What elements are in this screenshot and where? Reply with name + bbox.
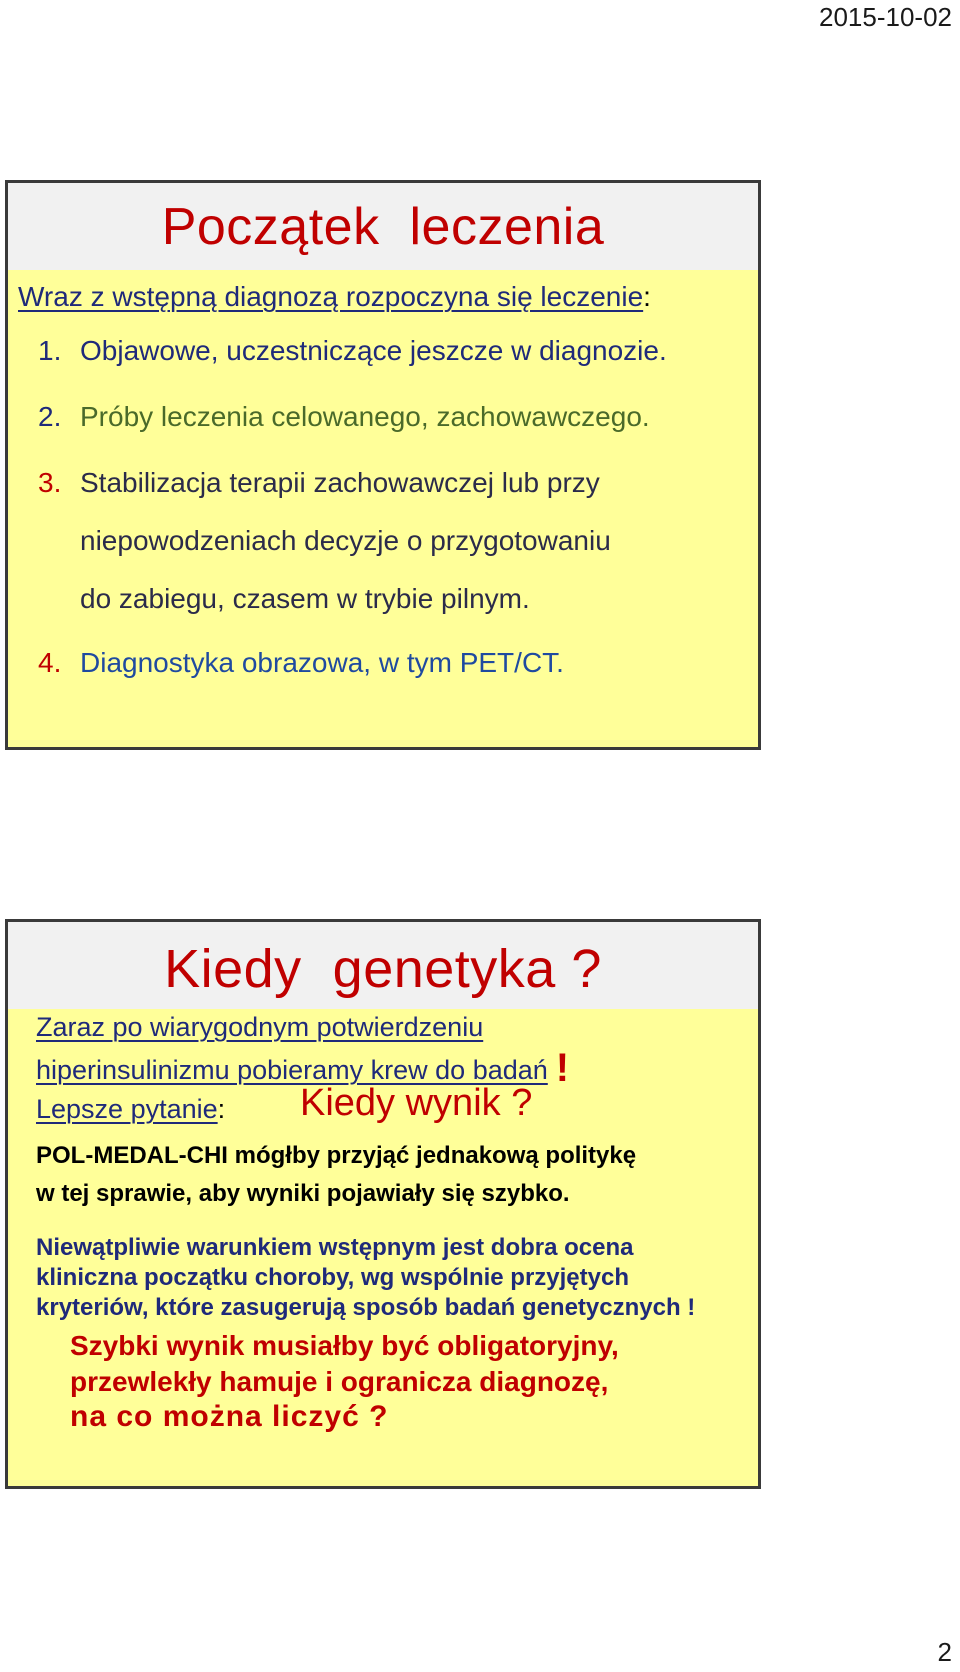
condition-line-1: Niewątpliwie warunkiem wstępnym jest dobra ocena xyxy=(36,1234,634,1261)
condition-line-3: kryteriów, które zasugerują sposób badań genetycznych ! xyxy=(36,1294,696,1321)
list-number: 3. xyxy=(38,467,62,498)
list-number: 4. xyxy=(38,647,62,678)
exclamation-mark: ! xyxy=(555,1046,570,1090)
list-text: do zabiegu, czasem w trybie pilnym. xyxy=(80,583,530,614)
date-stamp: 2015-10-02 xyxy=(819,2,952,32)
condition-line-2: kliniczna początku choroby, wg wspólnie przyjętych xyxy=(36,1264,630,1291)
list-text: Diagnostyka obrazowa, w tym PET/CT. xyxy=(80,647,564,678)
list-item xyxy=(8,335,748,375)
slide-treatment-start xyxy=(5,180,761,750)
intro-text: Wraz z wstępną diagnozą rozpoczyna się leczenie xyxy=(18,281,644,312)
list-item-continuation xyxy=(8,525,748,565)
question-label-line xyxy=(36,1094,225,1125)
list-number: 1. xyxy=(38,335,62,366)
list-text: Stabilizacja terapii zachowawczej lub przy xyxy=(80,467,600,498)
slide-title: Kiedy genetyka ? xyxy=(164,939,602,999)
list-text: Objawowe, uczestniczące jeszcze w diagnozie. xyxy=(80,335,667,366)
final-line-1: Szybki wynik musiałby być obligatoryjny, xyxy=(70,1330,619,1361)
question-text: Kiedy wynik ? xyxy=(300,1082,533,1124)
list-item-continuation xyxy=(8,583,748,623)
list-number: 2. xyxy=(38,401,62,432)
slide-title: Początek leczenia xyxy=(161,198,605,256)
slide-when-genetics xyxy=(5,919,761,1489)
list-item xyxy=(8,467,748,507)
question-label: Lepsze pytanie xyxy=(36,1094,218,1124)
list-item xyxy=(8,647,748,687)
policy-line-1: POL-MEDAL-CHI mógłby przyjąć jednakową politykę xyxy=(36,1142,637,1169)
final-line-3: na co można liczyć ? xyxy=(70,1400,389,1433)
intro-line xyxy=(18,281,651,313)
question-colon: : xyxy=(217,1094,226,1124)
final-line-2: przewlekły hamuje i ogranicza diagnozę, xyxy=(70,1366,609,1397)
page-number: 2 xyxy=(937,1637,952,1667)
list-text: niepowodzeniach decyzje o przygotowaniu xyxy=(80,525,611,556)
list-text: Próby leczenia celowanego, zachowawczego. xyxy=(80,401,650,432)
answer-line-1: Zaraz po wiarygodnym potwierdzeniu xyxy=(36,1012,484,1042)
intro-colon: : xyxy=(643,281,651,312)
list-item xyxy=(8,401,748,441)
answer-text: hiperinsulinizmu pobieramy krew do badań xyxy=(36,1055,548,1085)
policy-line-2: w tej sprawie, aby wyniki pojawiały się szybko. xyxy=(36,1180,570,1207)
